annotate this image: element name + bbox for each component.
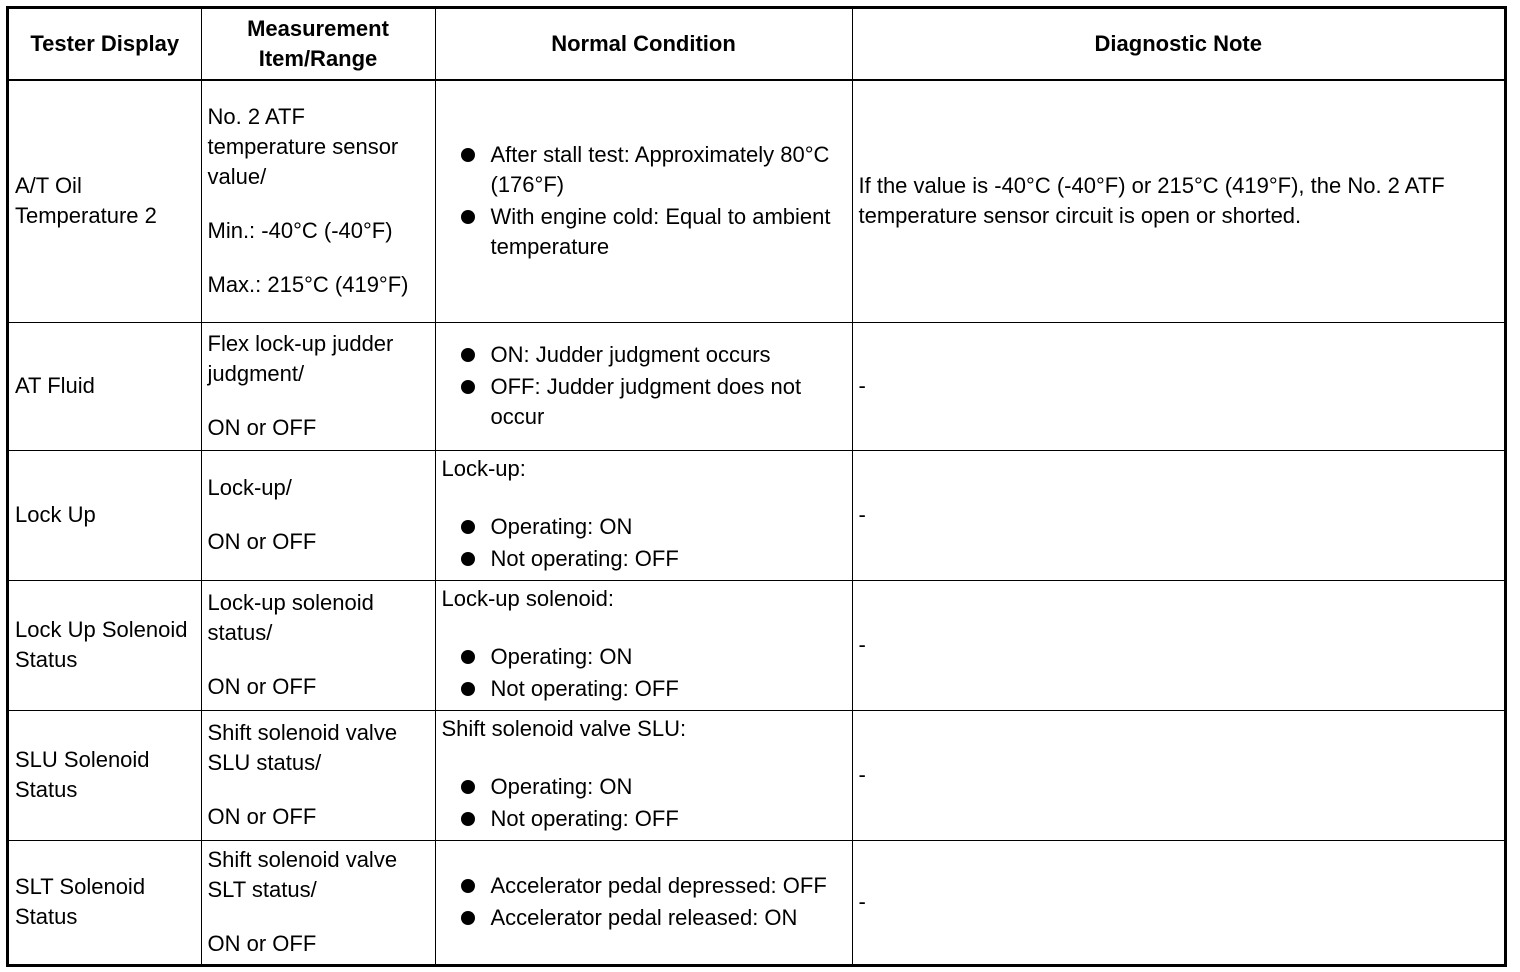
normal-condition-cell [435,450,852,580]
condition-text: Not operating: OFF [490,676,679,701]
table-row [9,450,1504,580]
measurement-item: No. 2 ATF temperature sensor value/ [207,104,399,190]
measurement-range: ON or OFF [207,931,317,957]
diagnostic-note-cell: - [852,322,1504,450]
tester-display-cell: SLU Solenoid Status [9,710,201,840]
condition-text: Operating: ON [490,774,633,799]
measurement-cell [201,710,435,840]
data-list-table-frame [6,6,1507,967]
normal-condition-cell [435,322,852,450]
measurement-cell [201,840,435,964]
condition-item [442,642,846,672]
condition-item [442,804,846,834]
condition-text: Operating: ON [490,644,633,669]
data-list-table [9,9,1504,964]
condition-item [442,544,846,574]
bullet-icon [461,812,475,826]
table-row [9,840,1504,964]
measurement-item: Shift solenoid valve SLT status/ [207,847,398,903]
bullet-icon [461,210,475,224]
condition-heading: Lock-up: [441,456,526,481]
condition-item [442,140,846,200]
condition-list [442,140,846,262]
condition-list [442,512,846,574]
table-row [9,322,1504,450]
table-row [9,80,1504,322]
condition-text: With engine cold: Equal to ambient temperature [490,204,831,260]
normal-condition-cell [435,840,852,964]
diagnostic-note-cell: - [852,840,1504,964]
condition-item [442,512,846,542]
measurement-cell [201,580,435,710]
condition-text: After stall test: Approximately 80°C (176°F) [490,142,830,198]
condition-list [442,772,846,834]
bullet-icon [461,520,475,534]
condition-list [442,642,846,704]
condition-item [442,674,846,704]
condition-text: Operating: ON [490,514,633,539]
measurement-range: ON or OFF [207,529,317,554]
table-row [9,580,1504,710]
tester-display-cell: A/T Oil Temperature 2 [9,80,201,322]
bullet-icon [461,682,475,696]
condition-item [442,772,846,802]
header-row [9,9,1504,80]
diagnostic-note-cell: - [852,580,1504,710]
condition-text: Accelerator pedal released: ON [490,905,798,931]
condition-heading: Shift solenoid valve SLU: [441,716,687,741]
normal-condition-cell [435,710,852,840]
table-row [9,710,1504,840]
header-measurement [201,9,435,80]
bullet-icon [461,148,475,162]
normal-condition-cell [435,80,852,322]
tester-display-cell: Lock Up [9,450,201,580]
measurement-cell [201,80,435,322]
header-tester-display: Tester Display [9,9,201,80]
condition-item [442,871,846,901]
condition-text: ON: Judder judgment occurs [490,342,771,367]
condition-item [442,903,846,933]
diagnostic-note-cell: If the value is -40°C (-40°F) or 215°C (419°F), the No. 2 ATF temperature sensor circuit is open or shorted. [852,80,1504,322]
tester-display-cell: AT Fluid [9,322,201,450]
header-diagnostic-note: Diagnostic Note [852,9,1504,80]
header-measurement-line2: Item/Range [258,46,378,71]
tester-display-cell: Lock Up Solenoid Status [9,580,201,710]
condition-list [442,340,846,432]
bullet-icon [461,911,475,925]
bullet-icon [461,780,475,794]
measurement-item: Lock-up solenoid status/ [207,590,374,645]
header-normal-condition: Normal Condition [435,9,852,80]
measurement-range-min: Min.: -40°C (-40°F) [207,218,393,244]
bullet-icon [461,348,475,362]
condition-heading: Lock-up solenoid: [441,586,614,611]
condition-text: Accelerator pedal depressed: OFF [490,873,827,899]
diagnostic-note-cell: - [852,450,1504,580]
measurement-range: ON or OFF [207,804,317,829]
condition-item [442,202,846,262]
measurement-item: Flex lock-up judder judgment/ [207,331,394,386]
tester-display-cell: SLT Solenoid Status [9,840,201,964]
measurement-item: Shift solenoid valve SLU status/ [207,720,398,775]
bullet-icon [461,552,475,566]
measurement-range: ON or OFF [207,674,317,699]
measurement-cell [201,450,435,580]
condition-item [442,372,846,432]
condition-text: OFF: Judder judgment does not occur [490,374,802,429]
condition-text: Not operating: OFF [490,806,679,831]
header-measurement-line1: Measurement [247,16,389,41]
measurement-cell [201,322,435,450]
condition-list [442,871,846,933]
measurement-item: Lock-up/ [207,475,292,500]
bullet-icon [461,380,475,394]
condition-text: Not operating: OFF [490,546,679,571]
bullet-icon [461,879,475,893]
measurement-range: ON or OFF [207,415,317,440]
diagnostic-note-cell: - [852,710,1504,840]
normal-condition-cell [435,580,852,710]
measurement-range-max: Max.: 215°C (419°F) [207,272,409,298]
bullet-icon [461,650,475,664]
condition-item [442,340,846,370]
